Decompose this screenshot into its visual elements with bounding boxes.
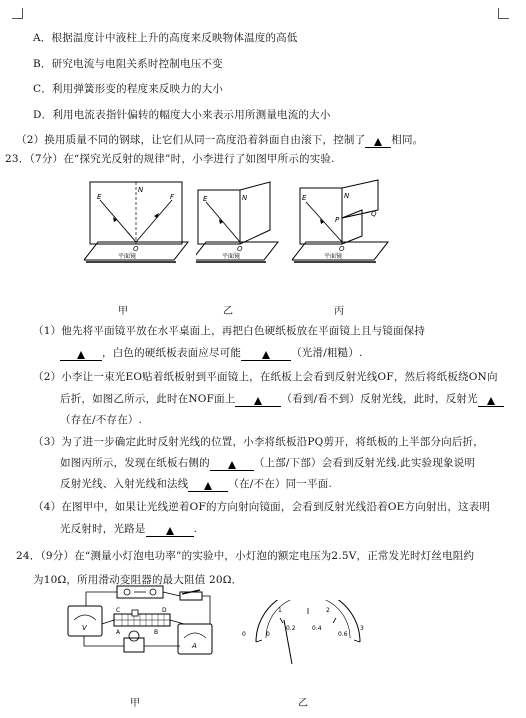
label-o-yi: O bbox=[237, 245, 243, 253]
q22-part2-tail: 相同。 bbox=[391, 134, 424, 146]
meter-bottom-0: 0 bbox=[266, 631, 270, 638]
q22-part2 bbox=[16, 133, 423, 148]
label-o: O bbox=[133, 245, 139, 253]
label-mirror-yi: 平面镜 bbox=[222, 253, 241, 260]
corner-mark-left bbox=[12, 8, 23, 19]
q23-p3d bbox=[60, 477, 332, 492]
q24-stem-a: 24．（9分）在“测量小灯泡电功率”的实验中，小灯泡的额定电压为2.5V，正常发光时灯丝电阻约 bbox=[16, 550, 475, 562]
label-o-bing: O bbox=[339, 245, 345, 253]
blank-marker-icon bbox=[77, 351, 85, 359]
answer-blank[interactable] bbox=[188, 479, 228, 492]
label-n-bing: N bbox=[344, 192, 350, 200]
answer-blank[interactable] bbox=[235, 394, 281, 407]
q23-p3b-text: 如图丙所示，发现在纸板右侧的 bbox=[60, 457, 210, 469]
option-b: B．研究电流与电阻关系时控制电压不变 bbox=[33, 58, 223, 70]
meter-top-1: 1 bbox=[278, 607, 282, 614]
q23-p4a: （4）在图甲中，如果让光线逆着OF的方向射向镜面，会看到反射光线沿着OE方向射出，这表明 bbox=[33, 501, 491, 513]
q23-p4b-text: 光反射时，光路是 bbox=[60, 523, 146, 535]
answer-blank[interactable] bbox=[60, 348, 102, 361]
q23-p1a: （1）他先将平面镜平放在水平桌面上，再把白色硬纸板放在平面镜上且与镜面保持 bbox=[33, 325, 426, 337]
q23-p1c-text: （光滑/粗糙）. bbox=[291, 347, 363, 359]
q24-stem-b: 为10Ω，所用滑动变阻器的最大阻值 20Ω． bbox=[33, 574, 243, 586]
q23-p2a: （2）小李让一束光EO贴着纸板射到平面镜上，在纸板上会看到反射光线OF，然后将纸板绕ON向 bbox=[33, 371, 498, 383]
q23-p1b bbox=[60, 346, 363, 361]
caption-jia: 甲 bbox=[118, 306, 128, 317]
label-a: A bbox=[116, 629, 121, 636]
label-ammeter: A bbox=[192, 642, 197, 650]
q23-p2b bbox=[60, 392, 504, 407]
q23-p2d: （存在/不存在）. bbox=[60, 414, 143, 426]
meter-bottom-0-4: 0.4 bbox=[312, 625, 322, 632]
answer-blank[interactable] bbox=[478, 394, 504, 407]
blank-marker-icon bbox=[166, 527, 174, 535]
label-b: B bbox=[154, 629, 159, 636]
q23-p3b bbox=[60, 456, 475, 471]
label-d: D bbox=[162, 607, 167, 614]
label-f: F bbox=[170, 193, 175, 201]
figure-jia bbox=[84, 180, 192, 270]
option-d: D．利用电流表指针偏转的幅度大小来表示用所测量电流的大小 bbox=[33, 109, 331, 121]
figure-bing bbox=[292, 178, 392, 270]
q23-p2b-text: 后折，如图乙所示，此时在NOF面上 bbox=[60, 393, 236, 405]
circuit-figure bbox=[62, 584, 222, 664]
figure-yi bbox=[196, 180, 282, 270]
label-e-yi: E bbox=[203, 195, 208, 203]
blank-marker-icon bbox=[254, 397, 262, 405]
blank-marker-icon bbox=[204, 482, 212, 490]
option-c: C．利用弹簧形变的程度来反映力的大小 bbox=[33, 83, 224, 95]
meter-top-2: 2 bbox=[326, 607, 330, 614]
label-mirror-bing: 平面镜 bbox=[324, 253, 343, 260]
answer-blank[interactable] bbox=[146, 524, 194, 537]
blank-marker-icon bbox=[487, 397, 495, 405]
q23-p3c-text: （上部/下部）会看到反射光线.此实验现象说明 bbox=[253, 457, 476, 469]
q23-p3d-text: 反射光线、入射光线和法线 bbox=[60, 478, 189, 490]
caption-bing: 丙 bbox=[334, 306, 344, 317]
meter-figure bbox=[236, 600, 376, 670]
meter-right-three: 3 bbox=[360, 625, 364, 632]
q23-p2c-text: （看到/看不到）反射光线，此时，反射光 bbox=[281, 393, 478, 405]
answer-blank[interactable] bbox=[241, 348, 291, 361]
corner-mark-right bbox=[498, 8, 509, 19]
q23-p3e-text: （在/不在）同一平面. bbox=[228, 478, 332, 490]
q23-stem: 23．（7分）在“探究光反射的规律”时，小李进行了如图甲所示的实验. bbox=[5, 153, 335, 165]
q22-part2-text: （2）换用质量不同的钢球，让它们从同一高度沿着斜面自由滚下，控制了 bbox=[16, 134, 366, 146]
label-c: C bbox=[116, 607, 121, 614]
label-e-bing: E bbox=[302, 194, 307, 202]
label-voltmeter: V bbox=[82, 624, 87, 632]
q23-p4b bbox=[60, 522, 197, 537]
blank-marker-icon bbox=[228, 461, 236, 469]
meter-left-zero: 0 bbox=[242, 631, 246, 638]
label-p: P bbox=[335, 216, 340, 224]
q23-p1b-text: ，白色的硬纸板表面应尽可能 bbox=[102, 347, 242, 359]
label-n: N bbox=[138, 186, 144, 194]
caption-meter: 乙 bbox=[298, 698, 308, 709]
label-n-yi: N bbox=[242, 194, 248, 202]
label-q: Q bbox=[371, 210, 377, 218]
label-mirror: 平面镜 bbox=[118, 253, 137, 260]
blank-marker-icon bbox=[374, 138, 382, 146]
label-e: E bbox=[97, 193, 102, 201]
meter-bottom-0-6: 0.6 bbox=[338, 631, 348, 638]
q23-p3a: （3）为了进一步确定此时反射光线的位置，小李将纸板沿PQ剪开，将纸板的上半部分向后折， bbox=[33, 436, 484, 448]
answer-blank[interactable] bbox=[365, 135, 391, 148]
answer-blank[interactable] bbox=[210, 458, 254, 471]
caption-yi: 乙 bbox=[223, 306, 233, 317]
option-a: A．根据温度计中液柱上升的高度来反映物体温度的高低 bbox=[33, 32, 298, 44]
caption-circuit: 甲 bbox=[130, 698, 140, 709]
q23-p4c-text: . bbox=[193, 523, 198, 535]
blank-marker-icon bbox=[262, 351, 270, 359]
meter-bottom-0-2: 0.2 bbox=[286, 625, 296, 632]
